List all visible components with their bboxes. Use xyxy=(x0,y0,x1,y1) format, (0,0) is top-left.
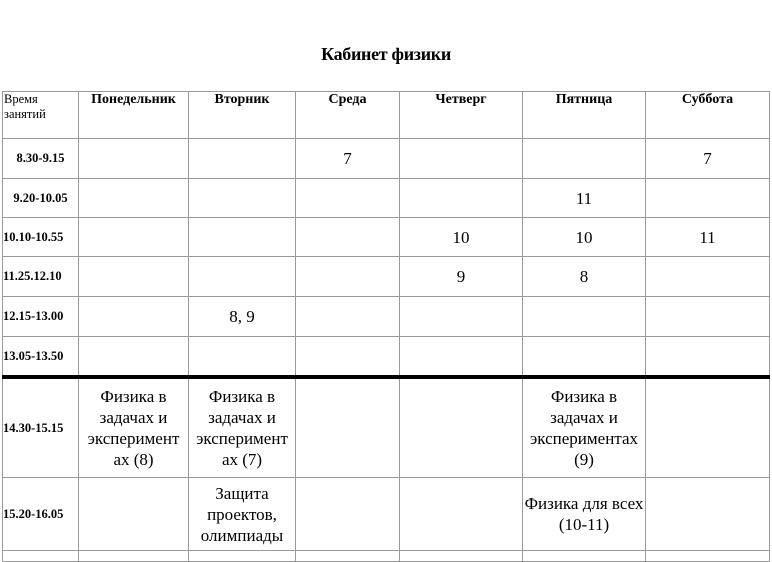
lesson-cell xyxy=(400,337,523,378)
table-row xyxy=(3,297,770,337)
lesson-cell xyxy=(523,297,646,337)
table-row xyxy=(3,179,770,218)
header-row xyxy=(3,92,770,139)
lesson-cell xyxy=(296,257,400,297)
table-row xyxy=(3,478,770,551)
lesson-cell xyxy=(400,377,523,478)
lesson-cell xyxy=(646,297,770,337)
lesson-cell xyxy=(400,297,523,337)
day-header-monday: Понедельник xyxy=(79,92,189,139)
page-title: Кабинет физики xyxy=(321,44,451,64)
lesson-cell xyxy=(79,218,189,257)
table-row xyxy=(3,377,770,478)
lesson-cell: Физика в задачах и экспериментах (9) xyxy=(523,377,646,478)
lesson-cell xyxy=(400,478,523,551)
lesson-cell xyxy=(296,337,400,378)
lesson-cell xyxy=(296,478,400,551)
time-column-header: Время занятий xyxy=(3,92,79,139)
lesson-cell: 11 xyxy=(523,179,646,218)
time-slot: 13.05-13.50 xyxy=(3,337,79,378)
time-slot: 12.15-13.00 xyxy=(3,297,79,337)
lesson-cell xyxy=(79,478,189,551)
lesson-cell xyxy=(296,297,400,337)
lesson-cell: Физика в задачах и эксперимент ах (7) xyxy=(189,377,296,478)
lesson-cell xyxy=(79,257,189,297)
lesson-cell xyxy=(189,218,296,257)
lesson-cell: 10 xyxy=(523,218,646,257)
lesson-cell xyxy=(296,218,400,257)
lesson-cell xyxy=(400,139,523,179)
lesson-cell xyxy=(189,179,296,218)
lesson-cell xyxy=(79,179,189,218)
schedule-table xyxy=(2,91,770,562)
lesson-cell: Физика для всех (10-11) xyxy=(523,478,646,551)
lesson-cell xyxy=(646,179,770,218)
lesson-cell: 10 xyxy=(400,218,523,257)
lesson-cell xyxy=(296,179,400,218)
lesson-cell xyxy=(79,297,189,337)
lesson-cell xyxy=(646,337,770,378)
lesson-cell: 9 xyxy=(400,257,523,297)
time-slot: 8.30-9.15 xyxy=(3,139,79,179)
lesson-cell xyxy=(189,337,296,378)
lesson-cell xyxy=(79,139,189,179)
time-slot: 11.25.12.10 xyxy=(3,257,79,297)
time-slot: 10.10-10.55 xyxy=(3,218,79,257)
day-header-tuesday: Вторник xyxy=(189,92,296,139)
lesson-cell: 7 xyxy=(296,139,400,179)
empty-cell xyxy=(646,551,770,562)
lesson-cell xyxy=(189,257,296,297)
lesson-cell xyxy=(189,139,296,179)
lesson-cell: Защита проектов, олимпиады xyxy=(189,478,296,551)
day-header-thursday: Четверг xyxy=(400,92,523,139)
day-header-wednesday: Среда xyxy=(296,92,400,139)
lesson-cell xyxy=(400,179,523,218)
empty-cell xyxy=(189,551,296,562)
lesson-cell xyxy=(523,139,646,179)
time-slot: 15.20-16.05 xyxy=(3,478,79,551)
empty-cell xyxy=(523,551,646,562)
lesson-cell: 8 xyxy=(523,257,646,297)
lesson-cell xyxy=(296,377,400,478)
time-slot: 14.30-15.15 xyxy=(3,377,79,478)
table-row xyxy=(3,218,770,257)
lesson-cell: 7 xyxy=(646,139,770,179)
empty-cell xyxy=(79,551,189,562)
lesson-cell: 11 xyxy=(646,218,770,257)
table-row xyxy=(3,551,770,562)
lesson-cell xyxy=(646,478,770,551)
empty-cell xyxy=(3,551,79,562)
day-header-saturday: Суббота xyxy=(646,92,770,139)
lesson-cell: Физика в задачах и эксперимент ах (8) xyxy=(79,377,189,478)
day-header-friday: Пятница xyxy=(523,92,646,139)
lesson-cell xyxy=(646,257,770,297)
time-slot: 9.20-10.05 xyxy=(3,179,79,218)
table-row xyxy=(3,139,770,179)
table-row xyxy=(3,337,770,378)
lesson-cell: 8, 9 xyxy=(189,297,296,337)
lesson-cell xyxy=(79,337,189,378)
lesson-cell xyxy=(646,377,770,478)
empty-cell xyxy=(400,551,523,562)
lesson-cell xyxy=(523,337,646,378)
empty-cell xyxy=(296,551,400,562)
table-row xyxy=(3,257,770,297)
